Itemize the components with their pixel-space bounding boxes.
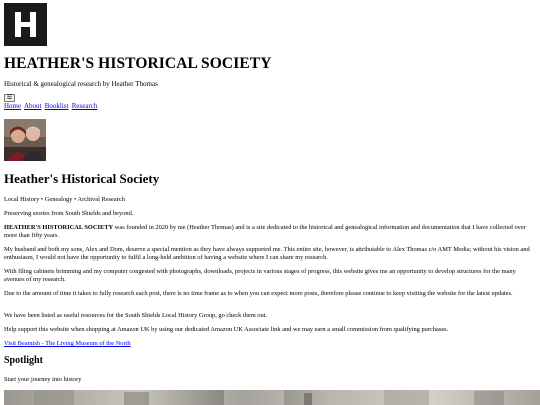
intro-text: Preserving stories from South Shields and beyond.	[4, 210, 134, 217]
about-paragraph-bold: HEATHER'S HISTORICAL SOCIETY	[4, 224, 114, 231]
main-heading: Heather's Historical Society	[4, 171, 160, 186]
main-nav	[4, 102, 99, 110]
site-title: HEATHER'S HISTORICAL SOCIETY	[4, 55, 272, 72]
site-tagline: Historical & genealogical research by Heather Thomas	[4, 80, 158, 88]
nav-link-about[interactable]: About	[23, 102, 42, 110]
subtitle-text: Local History • Genealogy • Archival Research	[4, 196, 125, 203]
nav-link-home[interactable]: Home	[4, 102, 22, 110]
logo-h-icon	[4, 3, 47, 46]
about-paragraph-rest: was founded in 2020 by me (Heather Thomas) and is a site dedicated to the historical and genealogical information and documentation that I have collected over more than fifty years.	[4, 224, 526, 240]
beamish-link[interactable]: Visit Beamish - The Living Museum of the North	[4, 340, 131, 347]
filing-paragraph: With filing cabinets brimming and my computer congested with photographs, downloads, projects in various stages of progress, this website gives me an opportunity to develop structures for the many avenues of my research.	[4, 268, 516, 284]
listing-paragraph: We have been listed as useful resources for the South Shields Local History Group, go check them out.	[4, 312, 268, 319]
menu-toggle-button[interactable]: ☰	[4, 94, 15, 102]
nav-link-research[interactable]: Research	[71, 102, 98, 110]
about-paragraph	[4, 224, 536, 240]
spotlight-text: Start your journey into history	[4, 376, 82, 383]
spotlight-image[interactable]	[4, 390, 540, 405]
author-photo	[4, 119, 46, 161]
nav-link-booklist[interactable]: Booklist	[44, 102, 69, 110]
site-logo[interactable]	[4, 3, 47, 46]
time-paragraph: Due to the amount of time it takes to fully research each post, there is no time frame as to when you can expect more posts, therefore please continue to keep visiting the website for the latest updates.	[4, 290, 513, 297]
amazon-paragraph: Help support this website when shopping at Amazon UK by using our dedicated Amazon UK Associate link and we may earn a small commission from qualifying purchases.	[4, 326, 449, 333]
beamish-link-row	[4, 340, 536, 348]
spotlight-heading: Spotlight	[4, 355, 43, 366]
family-paragraph: My husband and both my sons, Alex and Dom, deserve a special mention as they have always supported me. This entire site, however, is attributable to Alex Thomas c/o AMT Media; without his vision and enthusiasm, I would not have the opportunity to fulfil a long-held ambition of having a website where I can share my research.	[4, 246, 530, 262]
